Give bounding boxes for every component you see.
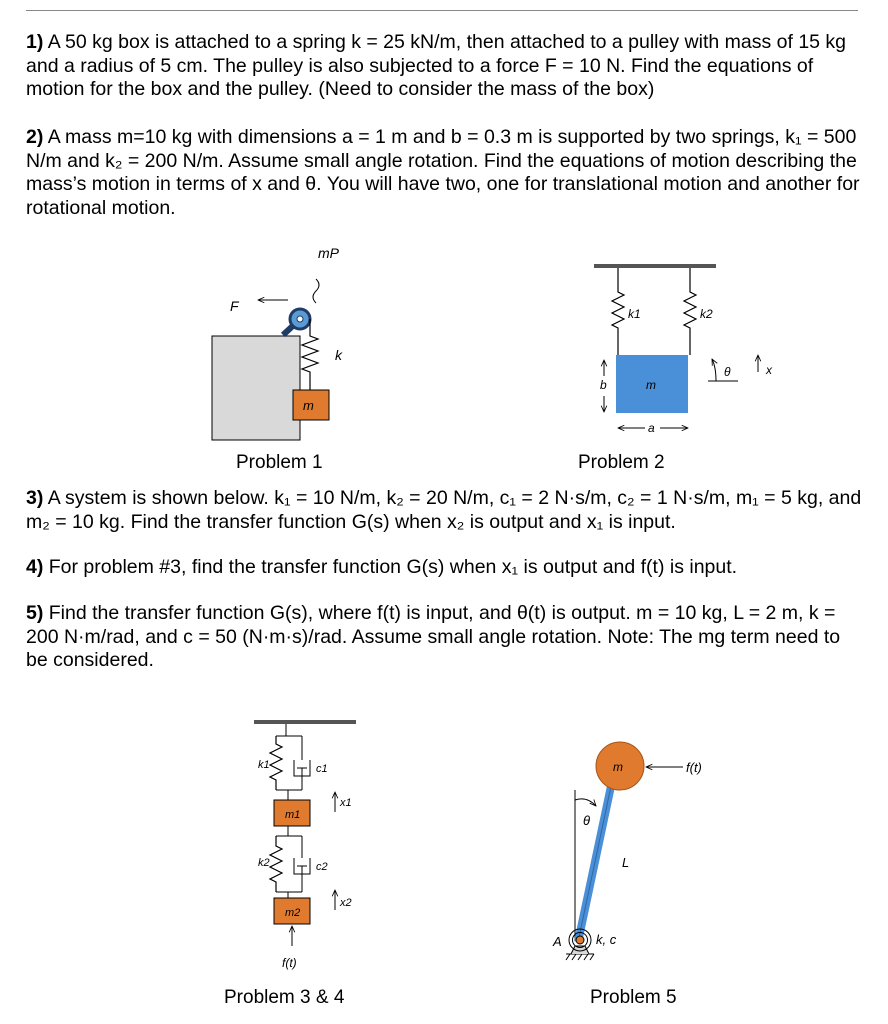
problem-number: 5) <box>26 602 44 624</box>
damper-c1 <box>294 736 310 790</box>
c2-label: c2 <box>316 861 328 873</box>
caption-problem-2: Problem 2 <box>578 452 665 473</box>
problem-text: A 50 kg box is attached to a spring k = 25 kN/m, then attached to a pulley with mass of 15 kg and a radius of 5 cm. The pulley is also subjected to a force F = 10 N. Find the equations of motion for the box and the pulley. (Need to consider the mass of the box) <box>26 31 847 100</box>
b-label: b <box>600 378 607 392</box>
kc-label: k, c <box>596 932 617 947</box>
problem-number: 1) <box>26 31 44 53</box>
c1-label: c1 <box>316 763 328 775</box>
damper-c2 <box>294 836 310 892</box>
problem-text: For problem #3, find the transfer function G(s) when x₁ is output and f(t) is input. <box>48 556 738 578</box>
caption-problem-1: Problem 1 <box>236 452 323 473</box>
problem-number: 2) <box>26 126 44 148</box>
spring-k2 <box>684 268 696 355</box>
wall-block <box>212 336 300 440</box>
m1-label: m1 <box>285 809 301 821</box>
spring-k2 <box>270 836 282 892</box>
theta-arrow <box>712 359 716 381</box>
mass-label: m <box>646 378 656 392</box>
force-label: f(t) <box>686 760 702 775</box>
problem-text: A system is shown below. k₁ = 10 N/m, k₂ = 20 N/m, c₁ = 2 N·s/m, c₂ = 1 N·s/m, m₁ = 5 kg, and m₂ = 10 kg. Find the transfer function G(s) when x₂ is output and x₁ is input. <box>26 487 862 533</box>
figure-problem-1 <box>212 245 343 440</box>
a-label: a <box>648 421 655 435</box>
problem-text: Find the transfer function G(s), where f(t) is input, and θ(t) is output. m = 10 kg, L = 2 m, k = 200 N·m/rad, and c = 50 (N·m·s)/rad. Assume small angle rotation. Note: The mg term need to be considered. <box>26 602 841 671</box>
theta-arrow <box>575 799 596 806</box>
figure-problem-3-4 <box>254 722 356 970</box>
problem-number: 4) <box>26 556 44 578</box>
x2-label: x2 <box>340 897 352 909</box>
caption-problem-5: Problem 5 <box>590 987 677 1008</box>
k2-label: k2 <box>700 307 713 321</box>
pivot-pin <box>576 936 584 944</box>
m2-label: m2 <box>285 907 301 919</box>
x1-label: x1 <box>340 797 352 809</box>
pivot-label: A <box>553 934 562 949</box>
k2-label: k2 <box>258 857 270 869</box>
figure-problem-5 <box>552 742 702 960</box>
length-label: L <box>622 855 630 870</box>
pulley-mass-label: mP <box>318 245 339 261</box>
spring-label: k <box>335 347 342 363</box>
spring-k <box>302 319 318 390</box>
k1-label: k1 <box>258 759 270 771</box>
force-label: f(t) <box>282 956 297 970</box>
problem-number: 3) <box>26 487 44 509</box>
k1-label: k1 <box>628 307 641 321</box>
spring-k1 <box>270 736 282 790</box>
spring-k1 <box>612 268 624 355</box>
caption-problem-3-4: Problem 3 & 4 <box>224 987 345 1008</box>
figure-problem-2 <box>594 266 773 435</box>
x-label: x <box>766 363 772 377</box>
pulley-hub <box>297 316 303 322</box>
ground-hatch <box>566 954 594 960</box>
mass-label: m <box>613 760 623 774</box>
mass-label: m <box>303 398 314 413</box>
problem-text: A mass m=10 kg with dimensions a = 1 m and b = 0.3 m is supported by two springs, k₁ = 500 N/m and k₂ = 200 N/m. Assume small angle rotation. Find the equations of motion describing the mass’s motion in terms of x and θ. You will have two, one for translational motion and another for rotational motion. <box>26 126 860 219</box>
force-label: F <box>230 298 239 314</box>
pulley-mass-leader <box>313 279 319 303</box>
theta-label: θ <box>583 813 591 828</box>
theta-label: θ <box>724 365 731 379</box>
